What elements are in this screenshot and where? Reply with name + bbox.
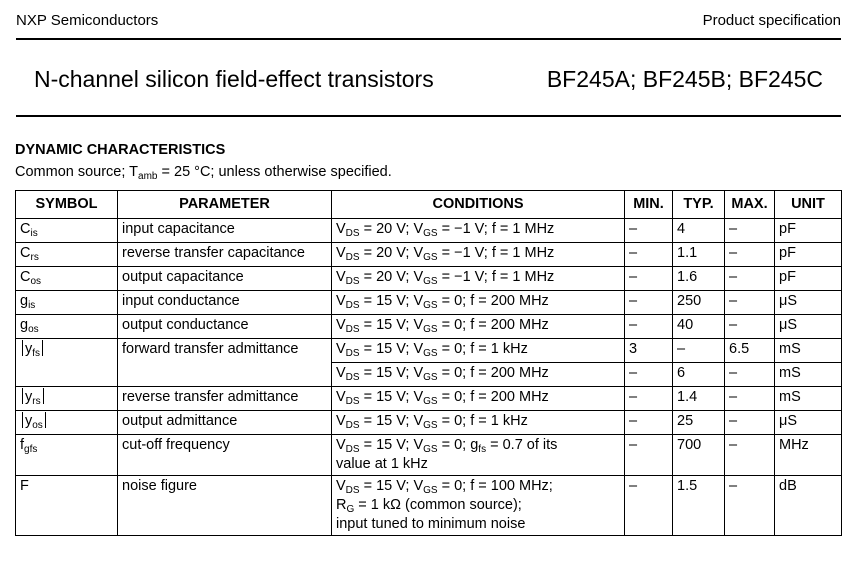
table-row xyxy=(16,387,842,411)
product-family-title: N-channel silicon field-effect transistors xyxy=(34,66,434,92)
conditions-cell: $V_{DS} = 15$ V; $V_{GS} = 0$; f = 200 MHz xyxy=(332,315,625,339)
conditions-cell: $V_{DS} = 15$ V; $V_{GS} = 0$; f = 200 MHz xyxy=(332,291,625,315)
unit-cell: pF xyxy=(775,219,842,243)
min-cell: – xyxy=(625,363,673,387)
table-row xyxy=(16,243,842,267)
unit-cell: μS xyxy=(775,291,842,315)
abs-bar-left xyxy=(22,388,23,404)
typ-cell: 250 xyxy=(673,291,725,315)
conditions-cell: $V_{DS} = 20$ V; $V_{GS} = -1$ V; f = 1 MHz xyxy=(332,267,625,291)
symbol-cell: $f_{gfs}$ xyxy=(16,435,118,476)
conditions-cell: $V_{DS} = 15$ V; $V_{GS} = 0$; f = 200 MHz xyxy=(332,387,625,411)
typ-cell: – xyxy=(673,339,725,363)
table-row xyxy=(16,291,842,315)
header-typ: TYP. xyxy=(673,191,725,219)
table-row xyxy=(16,363,842,387)
parameter-cell: noise figure xyxy=(118,476,332,536)
symbol-cell xyxy=(16,363,118,387)
unit-cell: dB xyxy=(775,476,842,536)
typ-cell: 25 xyxy=(673,411,725,435)
title-rule xyxy=(16,115,841,117)
max-cell: – xyxy=(725,363,775,387)
min-cell: – xyxy=(625,411,673,435)
header-rule xyxy=(16,38,841,40)
parameter-cell xyxy=(118,363,332,387)
parameter-cell: input capacitance xyxy=(118,219,332,243)
conditions-cell: $V_{DS} = 20$ V; $V_{GS} = -1$ V; f = 1 MHz xyxy=(332,243,625,267)
header-max: MAX. xyxy=(725,191,775,219)
section-subtitle: Common source; $T_{amb} = 25$ °C; unless otherwise specified. xyxy=(15,164,392,182)
table-row xyxy=(16,411,842,435)
parameter-cell: output conductance xyxy=(118,315,332,339)
table-row xyxy=(16,267,842,291)
unit-cell: μS xyxy=(775,315,842,339)
document-type: Product specification xyxy=(702,12,841,29)
conditions-cell: $V_{DS} = 15$ V; $V_{GS} = 0$; f = 100 MHz; $R_G = 1$ kΩ (common source); input tuned to minimum noise xyxy=(332,476,625,536)
unit-cell: MHz xyxy=(775,435,842,476)
abs-bar-right xyxy=(43,388,44,404)
typ-cell: 4 xyxy=(673,219,725,243)
abs-bar-right xyxy=(42,340,43,356)
unit-cell: pF xyxy=(775,243,842,267)
table-row xyxy=(16,315,842,339)
unit-cell: mS xyxy=(775,387,842,411)
max-cell: – xyxy=(725,315,775,339)
header-conditions: CONDITIONS xyxy=(332,191,625,219)
max-cell: 6.5 xyxy=(725,339,775,363)
header-unit: UNIT xyxy=(775,191,842,219)
min-cell: – xyxy=(625,435,673,476)
symbol-cell: $g_{is}$ xyxy=(16,291,118,315)
symbol-cell: $y_{rs}$ xyxy=(16,387,118,411)
symbol-cell: $C_{rs}$ xyxy=(16,243,118,267)
conditions-cell: $V_{DS} = 15$ V; $V_{GS} = 0$; f = 1 kHz xyxy=(332,411,625,435)
section-title: DYNAMIC CHARACTERISTICS xyxy=(15,142,226,158)
max-cell: – xyxy=(725,411,775,435)
table-row xyxy=(16,435,842,476)
min-cell: – xyxy=(625,219,673,243)
table-row xyxy=(16,219,842,243)
min-cell: – xyxy=(625,291,673,315)
unit-cell: mS xyxy=(775,339,842,363)
conditions-cell: $V_{DS} = 20$ V; $V_{GS} = -1$ V; f = 1 MHz xyxy=(332,219,625,243)
conditions-cell: $V_{DS} = 15$ V; $V_{GS} = 0$; $g_{fs} = 0.7$ of its value at 1 kHz xyxy=(332,435,625,476)
min-cell: – xyxy=(625,476,673,536)
typ-cell: 1.6 xyxy=(673,267,725,291)
symbol-cell: $y_{fs}$ xyxy=(16,339,118,363)
min-cell: – xyxy=(625,267,673,291)
symbol-cell: $y_{os}$ xyxy=(16,411,118,435)
unit-cell: μS xyxy=(775,411,842,435)
abs-bar-right xyxy=(45,412,46,428)
parameter-cell: input conductance xyxy=(118,291,332,315)
max-cell: – xyxy=(725,476,775,536)
unit-cell: mS xyxy=(775,363,842,387)
header-parameter: PARAMETER xyxy=(118,191,332,219)
parameter-cell: output admittance xyxy=(118,411,332,435)
typ-cell: 1.1 xyxy=(673,243,725,267)
company-name: NXP Semiconductors xyxy=(16,12,159,29)
unit-cell: pF xyxy=(775,267,842,291)
max-cell: – xyxy=(725,219,775,243)
max-cell: – xyxy=(725,243,775,267)
conditions-cell: $V_{DS} = 15$ V; $V_{GS} = 0$; f = 200 MHz xyxy=(332,363,625,387)
abs-bar-left xyxy=(22,412,23,428)
part-numbers: BF245A; BF245B; BF245C xyxy=(546,66,823,92)
parameter-cell: reverse transfer capacitance xyxy=(118,243,332,267)
symbol-cell: F xyxy=(16,476,118,536)
typ-cell: 6 xyxy=(673,363,725,387)
max-cell: – xyxy=(725,291,775,315)
parameter-cell: forward transfer admittance xyxy=(118,339,332,363)
parameter-cell: cut-off frequency xyxy=(118,435,332,476)
table-header-row xyxy=(16,191,842,219)
typ-cell: 700 xyxy=(673,435,725,476)
min-cell: – xyxy=(625,315,673,339)
typ-cell: 40 xyxy=(673,315,725,339)
abs-bar-left xyxy=(22,340,23,356)
dynamic-characteristics-table xyxy=(15,190,842,536)
table-row xyxy=(16,476,842,536)
conditions-cell: $V_{DS} = 15$ V; $V_{GS} = 0$; f = 1 kHz xyxy=(332,339,625,363)
min-cell: – xyxy=(625,387,673,411)
symbol-cell: $C_{os}$ xyxy=(16,267,118,291)
min-cell: 3 xyxy=(625,339,673,363)
typ-cell: 1.4 xyxy=(673,387,725,411)
min-cell: – xyxy=(625,243,673,267)
max-cell: – xyxy=(725,267,775,291)
header-symbol: SYMBOL xyxy=(16,191,118,219)
table-row xyxy=(16,339,842,363)
parameter-cell: reverse transfer admittance xyxy=(118,387,332,411)
max-cell: – xyxy=(725,387,775,411)
symbol-cell: $g_{os}$ xyxy=(16,315,118,339)
symbol-cell: $C_{is}$ xyxy=(16,219,118,243)
max-cell: – xyxy=(725,435,775,476)
typ-cell: 1.5 xyxy=(673,476,725,536)
parameter-cell: output capacitance xyxy=(118,267,332,291)
header-min: MIN. xyxy=(625,191,673,219)
